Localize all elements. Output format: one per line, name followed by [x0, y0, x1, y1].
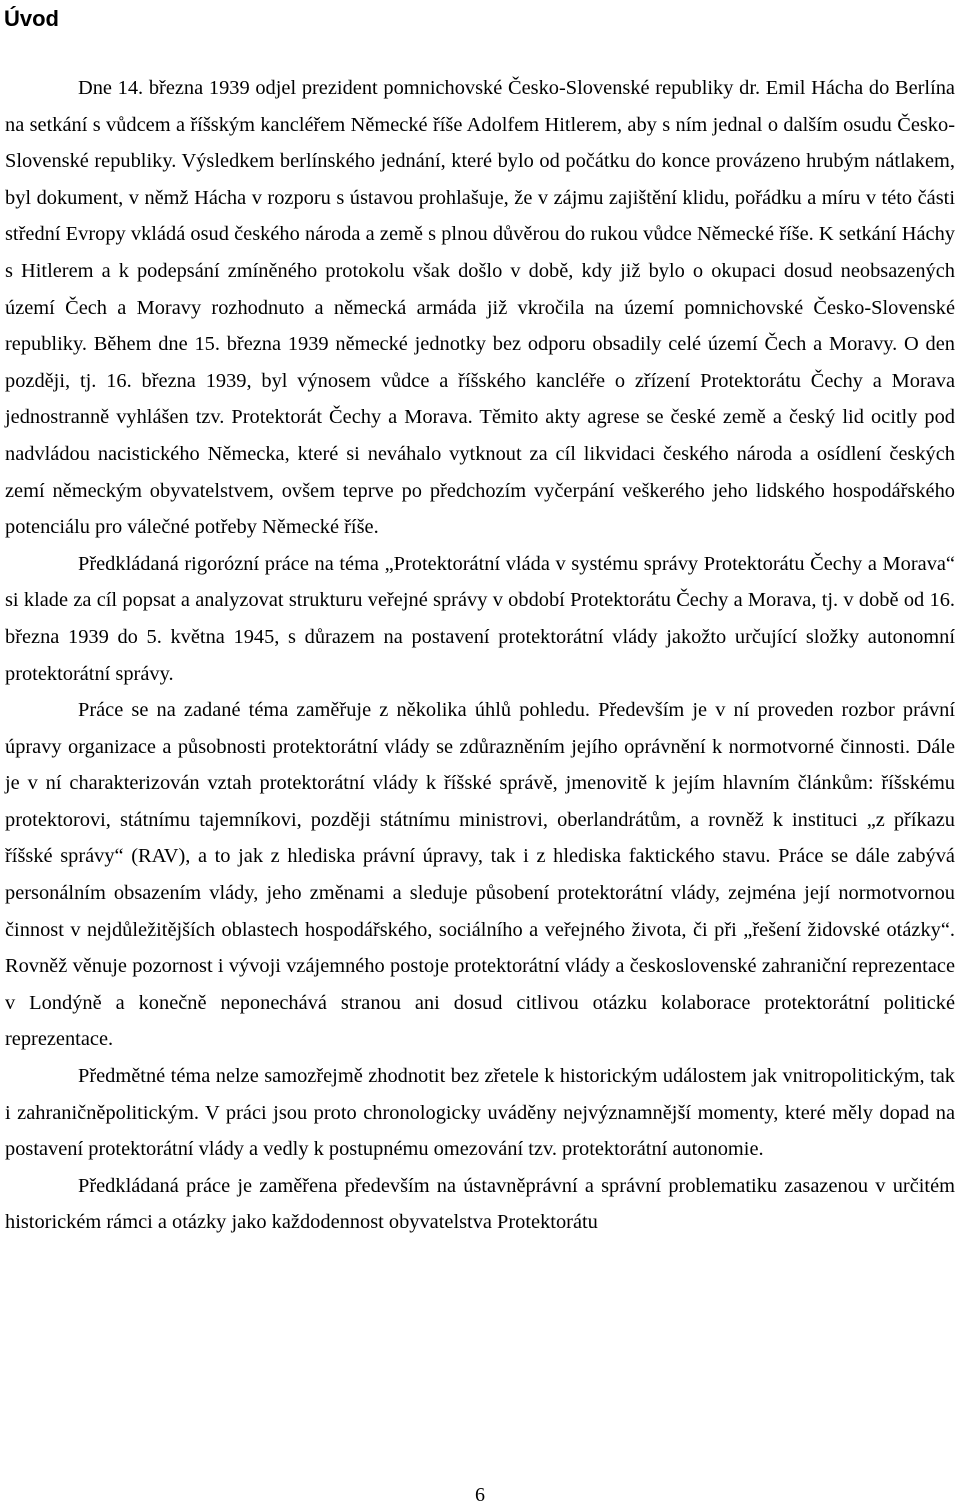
paragraph-2: Předkládaná rigorózní práce na téma „Protektorátní vláda v systému správy Protektorátu Čechy a Morava“ si klade za cíl popsat a analyzovat strukturu veřejné správy v období Protektorátu Čechy a Morava, tj. v době od 16. března 1939 do 5. května 1945, s důrazem na postavení protektorátní vlády jakožto určující složky autonomní protektorátní správy. [5, 552, 955, 685]
paragraph-3: Práce se na zadané téma zaměřuje z několika úhlů pohledu. Především je v ní proveden rozbor právní úpravy organizace a působnosti protektorátní vlády se zdůrazněním jejího oprávnění k normotvorné činnosti. Dále je v ní charakterizován vztah protektorátní vlády k říšské správě, jmenovitě k jejím hlavním článkům: říšskému protektorovi, státnímu tajemníkovi, později státnímu ministrovi, oberlandrátům, a rovněž k instituci „z příkazu říšské správy“ (RAV), a to jak z hlediska právní úpravy, tak i z hlediska faktického stavu. Práce se dále zabývá personálním obsazením vlády, jeho změnami a sleduje působení protektorátní vlády, zejména její normotvornou činnost v nejdůležitějších oblastech hospodářského, sociálního a veřejného života, či při „řešení židovské otázky“. Rovněž věnuje pozornost i vývoji vzájemného postoje protektorátní vlády a československé zahraniční reprezentace v Londýně a konečně neponechává stranou ani dosud citlivou otázku kolaborace protektorátní politické reprezentace. [5, 699, 955, 1051]
page-number: 6 [475, 1484, 485, 1506]
paragraph-1: Dne 14. března 1939 odjel prezident pomnichovské Česko-Slovenské republiky dr. Emil Hácha do Berlína na setkání s vůdcem a říšským kancléřem Německé říše Adolfem Hitlerem, aby s ním jednal o dalším osudu Česko-Slovenské republiky. Výsledkem berlínského jednání, které bylo od počátku do konce provázeno hrubým nátlakem, byl dokument, v němž Hácha v rozporu s ústavou prohlašuje, že v zájmu zajištění klidu, pořádku a míru v této části střední Evropy vkládá osud českého národa a země s plnou důvěrou do rukou vůdce Německé říše. K setkání Háchy s Hitlerem a k podepsání zmíněného protokolu však došlo v době, kdy již bylo o okupaci dosud neobsazených území Čech a Moravy rozhodnuto a německá armáda již vkročila na území pomnichovské Česko-Slovenské republiky. Během dne 15. března 1939 německé jednotky bez odporu obsadily celé území Čech a Moravy. O den později, tj. 16. března 1939, byl výnosem vůdce a říšského kancléře o zřízení Protektorátu Čechy a Morava jednostranně vyhlášen tzv. Protektorát Čechy a Morava. Těmito akty agrese se české země a český lid ocitly pod nadvládou nacistického Německa, které si neváhalo vytknout za cíl likvidaci českého národa a osídlení českých zemí německým obyvatelstvem, ovšem teprve po předchozím vyčerpání veškerého jeho lidského hospodářského potenciálu pro válečné potřeby Německé říše. [5, 77, 955, 539]
section-heading: Úvod [4, 6, 59, 31]
body-text [5, 70, 955, 1241]
paragraph-4: Předmětné téma nelze samozřejmě zhodnotit bez zřetele k historickým událostem jak vnitropolitickým, tak i zahraničněpolitickým. V práci jsou proto chronologicky uváděny nejvýznamnější momenty, které měly dopad na postavení protektorátní vlády a vedly k postupnému omezování tzv. protektorátní autonomie. [5, 1065, 955, 1161]
paragraph-5: Předkládaná práce je zaměřena především na ústavněprávní a správní problematiku zasazenou v určitém historickém rámci a otázky jako každodennost obyvatelstva Protektorátu [5, 1174, 955, 1234]
